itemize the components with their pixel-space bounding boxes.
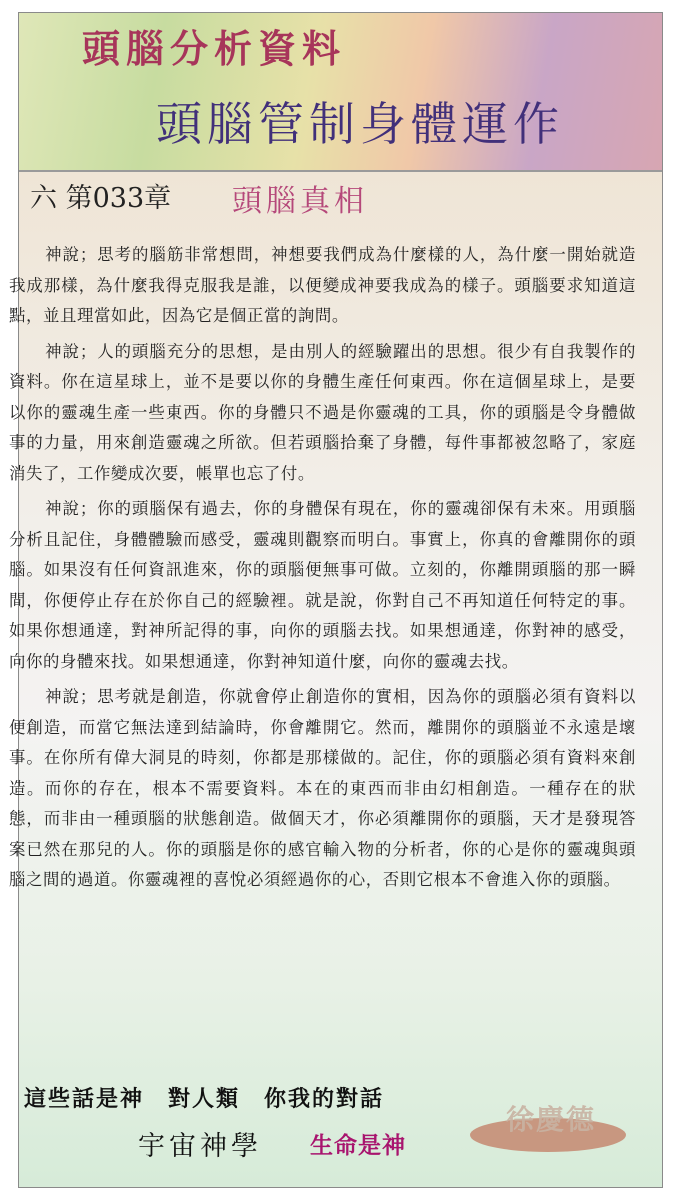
paragraph: 神說；人的頭腦充分的思想，是由別人的經驗躍出的思想。很少有自我製作的資料。你在這星球上，並不是要以你的身體生產任何東西。你在這個星球上，是要以你的靈魂生產一些東西。你的身體只不過是你靈魂的工具，你的頭腦是令身體做事的力量，用來創造靈魂之所欲。但若頭腦拾棄了身體，每件事都被忽略了，家庭消失了，工作變成次要，帳單也忘了付。 [9,341,636,483]
footer-dialogue-line: 這些話是神 對人類 你我的對話 [24,1086,385,1112]
footer-life-is-god: 生命是神 [310,1132,406,1159]
article-body [9,240,636,901]
paragraph: 神說；思考就是創造，你就會停止創造你的實相，因為你的頭腦必須有資料以便創造，而當它無法達到結論時，你會離開它。然而，離開你的頭腦並不永遠是壞事。在你所有偉大洞見的時刻，你都是那樣做的。記住，你的頭腦必須有資料來創造。而你的存在，根本不需要資料。本在的東西而非由幻相創造。一種存在的狀態，而非由一種頭腦的狀態創造。做個天才，你必須離開你的頭腦，天才是發現答案已然在那兒的人。你的頭腦是你的感官輸入物的分析者，你的心是你的靈魂與頭腦之間的過道。你靈魂裡的喜悅必須經過你的心，否則它根本不會進入你的頭腦。 [9,687,636,889]
page-title: 頭腦分析資料 [82,26,347,71]
page-subtitle: 頭腦管制身體運作 [156,97,564,151]
chapter-title: 頭腦真相 [232,184,368,219]
footer-theology-label: 宇宙神學 [138,1131,262,1162]
paragraph: 神說；你的頭腦保有過去，你的身體保有現在，你的靈魂卻保有未來。用頭腦分析且記住，身體體驗而感受，靈魂則觀察而明白。事實上，你真的會離開你的頭腦。如果沒有任何資訊進來，你的頭腦便無事可做。立刻的，你離開頭腦的那一瞬間，你便停止存在於你自己的經驗裡。就是說，你對自己不再知道任何特定的事。如果你想通達，對神所記得的事，向你的頭腦去找。如果想通達，你對神的感受，向你的身體來找。如果想通達，你對神知道什麼，向你的靈魂去找。 [9,499,636,671]
paragraph: 神說；思考的腦筋非常想問，神想要我們成為什麼樣的人，為什麼一開始就造我成那樣，為什麼我得克服我是誰，以便變成神要我成為的樣子。頭腦要求知道這點，並且理當如此，因為它是個正當的詢問。 [9,245,636,325]
author-signature: 徐慶德 [506,1103,597,1136]
chapter-number: 六 第033章 [30,183,172,214]
